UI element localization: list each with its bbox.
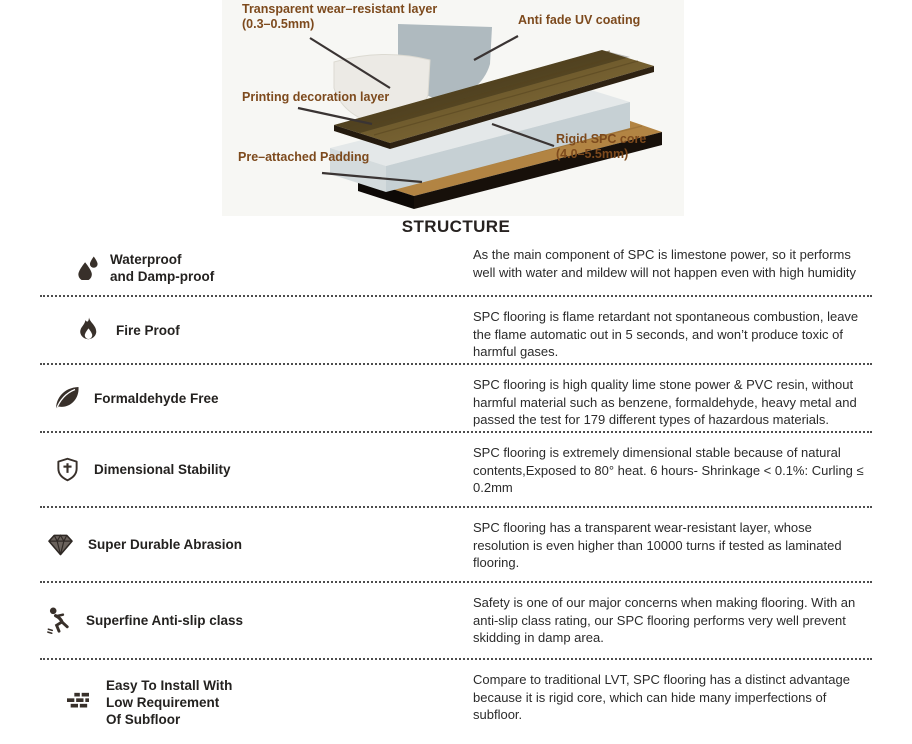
feature-title: Superfine Anti-slip class bbox=[86, 613, 244, 628]
feature-row-anti-slip bbox=[40, 583, 872, 660]
structure-heading: STRUCTURE bbox=[401, 217, 511, 236]
feature-row-fireproof bbox=[40, 297, 872, 365]
feature-row-dimensional-stability bbox=[40, 433, 872, 508]
label-padding: Pre–attached Padding bbox=[238, 150, 370, 164]
feature-description: SPC flooring is extremely dimensional stable because of natural contents,Exposed to 80° heat. 6 hours- Shrinkage < 0.1%: Curling ≤ 0.2mm bbox=[473, 445, 864, 495]
feature-row-waterproof bbox=[40, 240, 872, 297]
slip-person-icon bbox=[45, 606, 74, 635]
feature-title: Formaldehyde Free bbox=[94, 390, 219, 406]
feature-title: Dimensional Stability bbox=[94, 462, 231, 477]
label-printing-layer: Printing decoration layer bbox=[242, 90, 390, 104]
diamond-icon bbox=[46, 532, 75, 557]
feature-description: SPC flooring is flame retardant not spontaneous combustion, leave the flame automatic out in 5 seconds, and won’t produce toxic of harmful gases. bbox=[473, 309, 859, 359]
structure-diagram bbox=[222, 0, 684, 216]
feature-description: Safety is one of our major concerns when making flooring. With an anti-slip class rating, our SPC flooring performs very well prevent skidding in damp area. bbox=[473, 595, 856, 645]
label-wear-layer: Transparent wear–resistant layer (0.3–0.5mm) bbox=[242, 2, 438, 31]
feature-description: SPC flooring has a transparent wear-resistant layer, whose resolution is even higher than 10000 turns if tested as laminated flooring. bbox=[473, 520, 842, 570]
feature-title: Fire Proof bbox=[116, 322, 180, 338]
feature-description: SPC flooring is high quality lime stone power & PVC resin, without harmful material such as benzene, formaldehyde, heavy metal and passed the test for 179 different types of hazardous materials. bbox=[473, 377, 857, 427]
feature-row-easy-install bbox=[40, 660, 872, 744]
feature-description: Compare to traditional LVT, SPC flooring has a distinct advantage because it is rigid core, which can hide many imperfections of subfloor. bbox=[473, 672, 850, 722]
leaf-icon bbox=[53, 384, 81, 412]
label-uv-coating: Anti fade UV coating bbox=[518, 13, 641, 27]
bricks-icon bbox=[64, 691, 92, 713]
feature-title: Easy To Install With Low Requirement Of Subfloor bbox=[106, 677, 233, 727]
label-spc-core: Rigid SPC core (4.0–5.5mm) bbox=[556, 132, 647, 161]
feature-list bbox=[40, 240, 872, 744]
flame-icon bbox=[75, 317, 102, 344]
feature-title: Super Durable Abrasion bbox=[88, 537, 243, 552]
shield-plus-icon bbox=[55, 457, 80, 482]
feature-description: As the main component of SPC is limestone power, so it performs well with water and mildew will not happen even with high humidity bbox=[473, 247, 856, 280]
flooring-layers-illustration bbox=[222, 0, 684, 216]
feature-row-durable-abrasion bbox=[40, 508, 872, 583]
feature-title: Waterproof and Damp-proof bbox=[110, 251, 215, 284]
water-drops-icon bbox=[75, 255, 100, 280]
feature-row-formaldehyde-free bbox=[40, 365, 872, 433]
